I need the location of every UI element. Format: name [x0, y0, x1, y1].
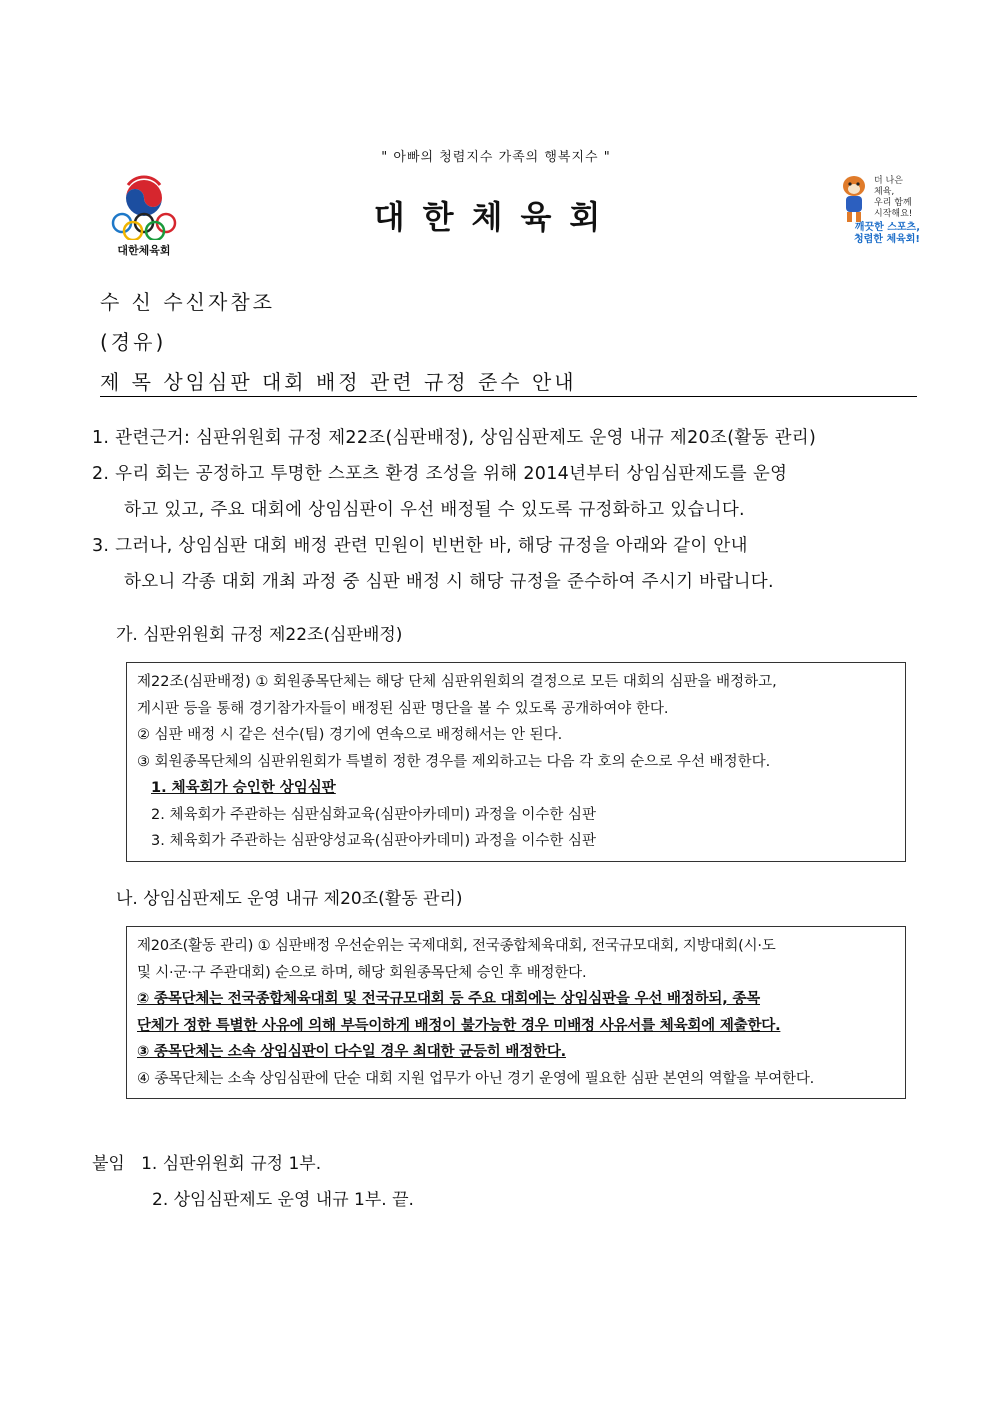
article-line: ③ 회원종목단체의 심판위원회가 특별히 정한 경우를 제외하고는 다음 각 호의 순으로 우선 배정한다.: [137, 753, 771, 770]
via: (경유): [100, 330, 167, 354]
body-paragraphs: [92, 420, 922, 600]
priority-item-3: 3. 체육회가 주관하는 심판양성교육(심판아카데미) 과정을 이수한 심판: [151, 833, 596, 849]
logo-caption: 대한체육회: [117, 244, 171, 257]
slogan: " 아빠의 청렴지수 가족의 행복지수 ": [381, 150, 611, 165]
mascot-slogan: 깨끗한 스포츠, 청렴한 체육회!: [853, 222, 920, 245]
article-line-emphasis: 단체가 정한 특별한 사유에 의해 부득이하게 배정이 불가능한 경우 미배정 사유서를 체육회에 제출한다.: [137, 1017, 781, 1034]
priority-item-1: 1. 체육회가 승인한 상임심판: [151, 780, 336, 796]
article-line: ④ 종목단체는 소속 상임심판에 단순 대회 지원 업무가 아닌 경기 운영에 필요한 심판 본연의 역할을 부여한다.: [137, 1070, 815, 1087]
mascot-text-3: 우리 함께: [874, 198, 912, 208]
article-line: 제22조(심판배정) ① 회원종목단체는 해당 단체 심판위원회의 결정으로 모든 대회의 심판을 배정하고,: [137, 674, 777, 690]
section-a-title: 가. 심판위원회 규정 제22조(심판배정): [116, 625, 403, 645]
article-line: 및 시·군·구 주관대회) 순으로 하며, 해당 회원종목단체 승인 후 배정한다.: [137, 964, 587, 981]
priority-item-2: 2. 체육회가 주관하는 심판심화교육(심판아카데미) 과정을 이수한 심판: [151, 806, 596, 823]
org-title: 대한체육회: [373, 198, 619, 236]
section-b-box: [126, 926, 906, 1099]
article-line-emphasis: ③ 종목단체는 소속 상임심판이 다수일 경우 최대한 균등히 배정한다.: [137, 1044, 566, 1060]
subject-divider: [100, 396, 917, 397]
paragraph-3-cont: 하오니 각종 대회 개최 과정 중 심판 배정 시 해당 규정을 준수하여 주시기 바랍니다.: [124, 572, 774, 592]
paragraph-1: 1. 관련근거: 심판위원회 규정 제22조(심판배정), 상임심판제도 운영 내규 제20조(활동 관리): [92, 428, 817, 448]
article-line: 제20조(활동 관리) ① 심판배정 우선순위는 국제대회, 전국종합체육대회, 전국규모대회, 지방대회(시·도: [137, 938, 776, 954]
integrity-mascot: [832, 172, 918, 258]
attachment-list: [92, 1146, 414, 1218]
attachment-item-1: 1. 심판위원회 규정 1부.: [141, 1154, 322, 1174]
subject: 제 목 상임심판 대회 배정 관련 규정 준수 안내: [100, 370, 577, 394]
recipient: 수 신 수신자참조: [100, 290, 275, 314]
article-line-emphasis: ② 종목단체는 전국종합체육대회 및 전국규모대회 등 주요 대회에는 상임심판을 우선 배정하되, 종목: [137, 991, 760, 1007]
mascot-icon: [834, 172, 874, 224]
mascot-text-4: 시작해요!: [874, 209, 913, 219]
paragraph-2: 2. 우리 회는 공정하고 투명한 스포츠 환경 조성을 위해 2014년부터 상임심판제도를 운영: [92, 464, 788, 484]
section-a-box: [126, 662, 906, 862]
attachment-item-2: 2. 상임심판제도 운영 내규 1부. 끝.: [152, 1190, 414, 1210]
paragraph-2-cont: 하고 있고, 주요 대회에 상임심판이 우선 배정될 수 있도록 규정화하고 있습니다.: [124, 500, 745, 520]
section-b-title: 나. 상임심판제도 운영 내규 제20조(활동 관리): [116, 889, 463, 909]
mascot-text-2: 체육,: [874, 187, 895, 197]
article-line: 게시판 등을 통해 경기참가자들이 배정된 심판 명단을 볼 수 있도록 공개하여야 한다.: [137, 700, 669, 717]
paragraph-3: 3. 그러나, 상임심판 대회 배정 관련 민원이 빈번한 바, 해당 규정을 아래와 같이 안내: [92, 536, 748, 556]
article-line: ② 심판 배정 시 같은 선수(팀) 경기에 연속으로 배정해서는 안 된다.: [137, 727, 563, 743]
mascot-text-1: 더 나은: [874, 176, 903, 186]
attachment-label: 붙임: [92, 1154, 125, 1174]
